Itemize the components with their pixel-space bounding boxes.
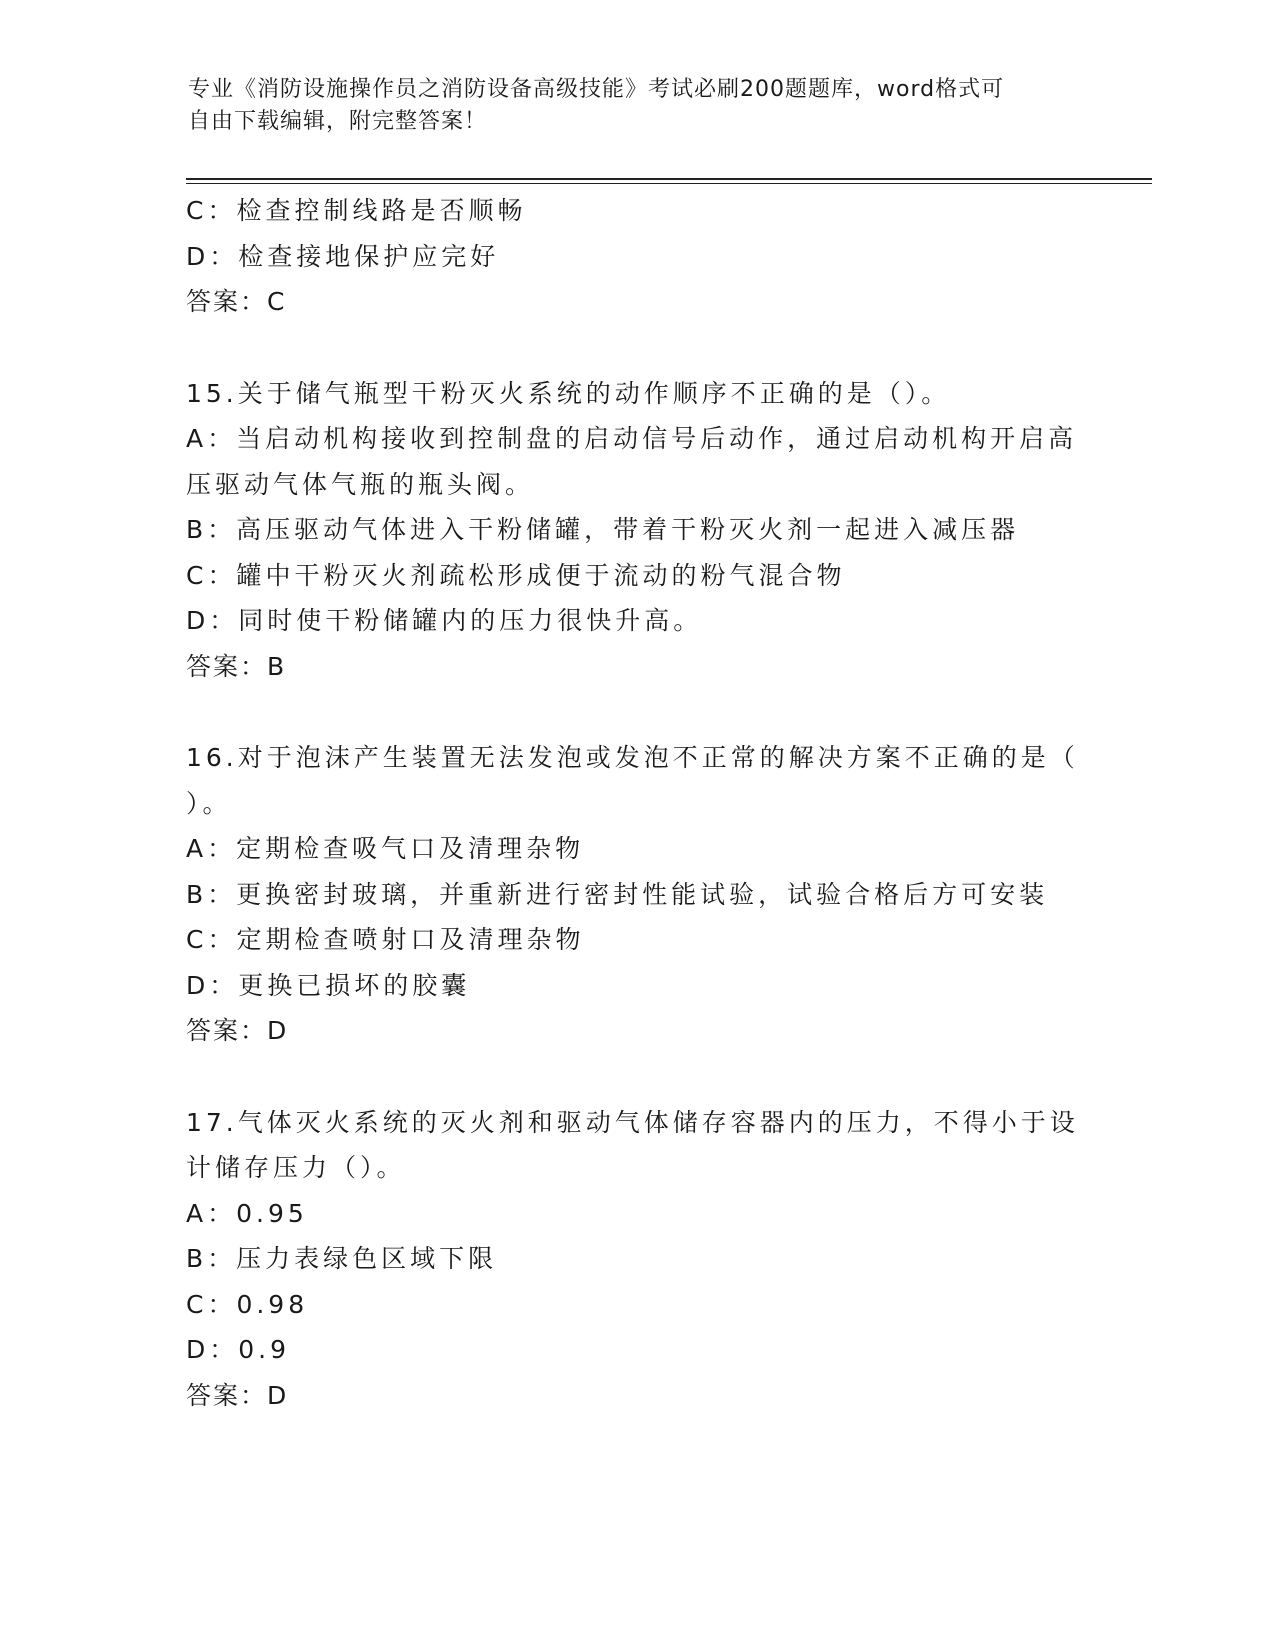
option-b: B：更换密封玻璃，并重新进行密封性能试验，试验合格后方可安装: [186, 879, 1049, 909]
question-content: [186, 188, 1086, 1418]
answer-line: 答案：B: [186, 651, 287, 681]
option-d: D：0.9: [186, 1335, 291, 1364]
option-c: C：0.98: [186, 1289, 309, 1319]
option-d: D：检查接地保护应完好: [186, 241, 500, 271]
question-stem-continued: ）。: [186, 788, 232, 818]
question-stem: 15.关于储气瓶型干粉灭火系统的动作顺序不正确的是（）。: [186, 378, 951, 408]
previous-question-tail: [186, 188, 1086, 325]
header-divider-thin: [186, 183, 1152, 184]
option-d: D：同时使干粉储罐内的压力很快升高。: [186, 606, 703, 635]
option-d: D：更换已损坏的胶囊: [186, 970, 471, 1000]
option-b: B：压力表绿色区域下限: [186, 1244, 498, 1273]
option-c: C：罐中干粉灭火剂疏松形成便于流动的粉气混合物: [186, 560, 846, 590]
option-a: A：当启动机构接收到控制盘的启动信号后动作，通过启动机构开启高: [186, 424, 1078, 453]
option-a-continued: 压驱动气体气瓶的瓶头阀。: [186, 469, 535, 499]
question-16: [186, 735, 1086, 1054]
option-c: C：检查控制线路是否顺畅: [186, 196, 527, 225]
option-b: B：高压驱动气体进入干粉储罐，带着干粉灭火剂一起进入减压器: [186, 515, 1020, 544]
option-c: C：定期检查喷射口及清理杂物: [186, 925, 585, 954]
spacer: [186, 325, 1086, 371]
question-15: [186, 371, 1086, 690]
header-divider-thick: [186, 178, 1152, 180]
header-line-1: 专业《消防设施操作员之消防设备高级技能》考试必刷200题题库，word格式可: [188, 77, 1005, 102]
spacer: [186, 1054, 1086, 1100]
answer-line: 答案：C: [186, 287, 287, 316]
answer-line: 答案：D: [186, 1380, 289, 1410]
question-stem: 17.气体灭火系统的灭火剂和驱动气体储存容器内的压力，不得小于设: [186, 1107, 1079, 1137]
header-line-2: 自由下载编辑，附完整答案！: [188, 109, 488, 134]
answer-line: 答案：D: [186, 1016, 289, 1045]
option-a: A：0.95: [186, 1198, 308, 1228]
spacer: [186, 689, 1086, 735]
page-header: [188, 74, 1068, 138]
question-17: [186, 1100, 1086, 1419]
question-stem-continued: 计储存压力（）。: [186, 1153, 406, 1182]
option-a: A：定期检查吸气口及清理杂物: [186, 834, 585, 863]
question-stem: 16.对于泡沫产生装置无法发泡或发泡不正常的解决方案不正确的是（: [186, 743, 1079, 772]
